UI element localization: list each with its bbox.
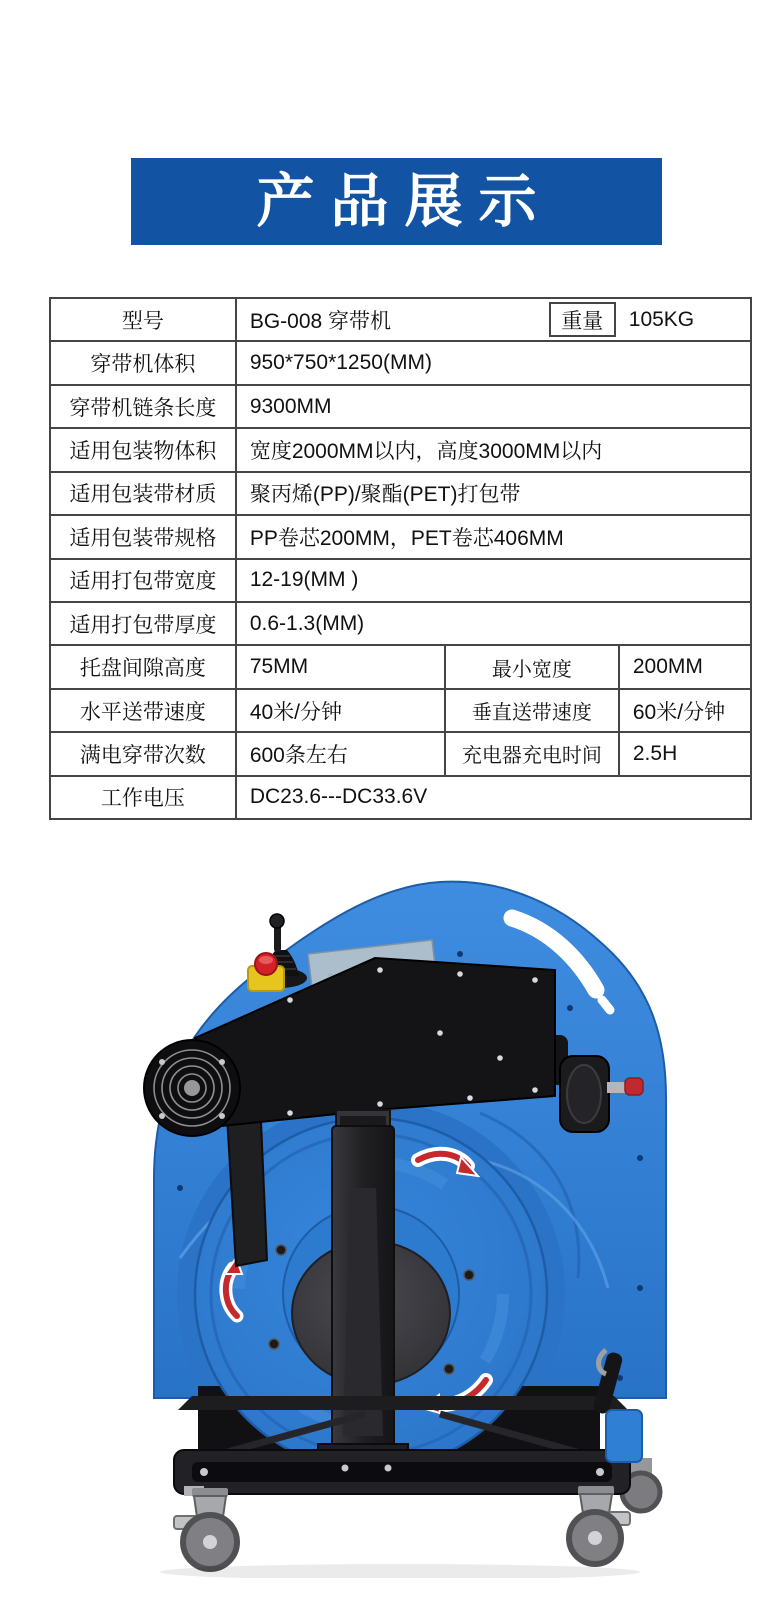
spec-value: 600条左右 — [235, 733, 444, 774]
spec-label: 重量 — [549, 302, 616, 337]
spec-label: 满电穿带次数 — [79, 743, 206, 767]
strapping-machine-image — [140, 858, 680, 1578]
table-row — [51, 601, 750, 644]
spec-label: 水平送带速度 — [79, 700, 206, 724]
spec-label: 适用打包带宽度 — [69, 570, 217, 594]
table-row — [51, 340, 750, 383]
spec-value: 200MM — [618, 646, 750, 687]
table-row — [51, 558, 750, 601]
spec-value: 40米/分钟 — [235, 690, 444, 731]
product-photo — [140, 858, 680, 1578]
spec-label: 适用打包带厚度 — [69, 613, 217, 637]
spec-value: 950*750*1250(MM) — [235, 342, 750, 383]
spec-label: 最小宽度 — [444, 646, 618, 687]
spec-value: 75MM — [235, 646, 444, 687]
spec-label: 穿带机链条长度 — [69, 396, 217, 420]
table-row — [51, 775, 750, 818]
table-row — [51, 299, 750, 340]
table-row — [51, 731, 750, 774]
spec-value: 2.5H — [618, 733, 750, 774]
spec-label: 适用包装带材质 — [69, 483, 217, 507]
spec-value: BG-008 穿带机 — [235, 299, 549, 340]
crank-axle — [607, 1082, 627, 1093]
spec-table — [49, 297, 752, 820]
spec-label: 托盘间隙高度 — [79, 657, 206, 681]
spec-label: 适用包装带规格 — [69, 526, 217, 550]
spec-value: 聚丙烯(PP)/聚酯(PET)打包带 — [235, 473, 750, 514]
spec-label: 工作电压 — [100, 787, 185, 811]
spec-label: 垂直送带速度 — [444, 690, 618, 731]
left-handle-cutout — [212, 930, 252, 972]
spec-label: 穿带机体积 — [90, 353, 196, 377]
table-row — [51, 644, 750, 687]
crank-grip — [625, 1078, 643, 1095]
spec-value: 0.6-1.3(MM) — [235, 603, 750, 644]
spec-value: 12-19(MM ) — [235, 560, 750, 601]
table-row — [51, 384, 750, 427]
spec-value: PP卷芯200MM，PET卷芯406MM — [235, 516, 750, 557]
spec-value: 105KG — [628, 307, 695, 331]
table-row — [51, 688, 750, 731]
spec-value: 宽度2000MM以内，高度3000MM以内 — [235, 429, 750, 470]
section-banner — [131, 158, 662, 245]
table-row — [51, 471, 750, 514]
spec-label: 充电器充电时间 — [444, 733, 618, 774]
table-row — [51, 514, 750, 557]
spec-label: 适用包装物体积 — [69, 439, 217, 463]
spec-value: 9300MM — [235, 386, 750, 427]
spec-label: 型号 — [121, 309, 164, 333]
ground-shadow — [160, 1564, 640, 1578]
spec-value: 60米/分钟 — [618, 690, 750, 731]
spec-value: DC23.6---DC33.6V — [235, 777, 750, 818]
section-title: 产品展示 — [256, 168, 553, 234]
fan-grille — [144, 1040, 240, 1136]
caster-wheel — [174, 1488, 237, 1569]
table-row — [51, 427, 750, 470]
